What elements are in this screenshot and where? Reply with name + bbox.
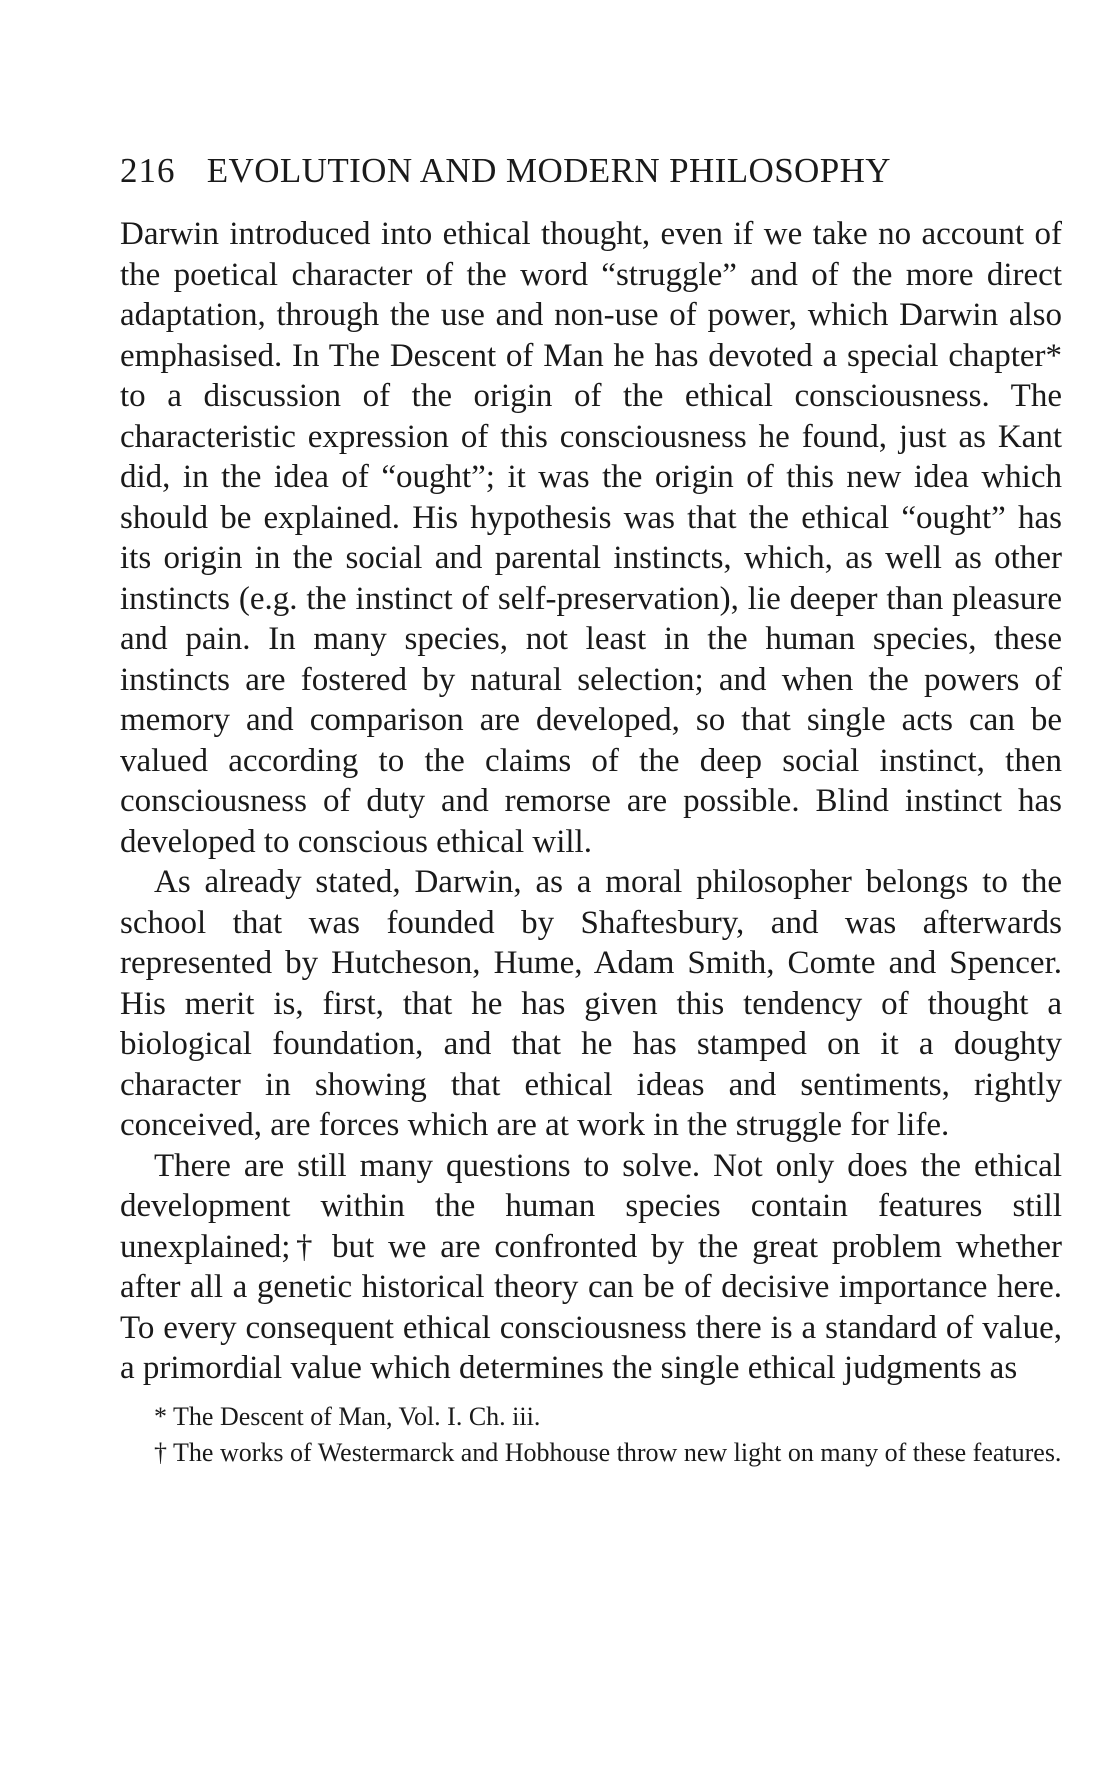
footnotes — [120, 1401, 1062, 1469]
running-title: EVOLUTION AND MODERN PHILOSOPHY — [206, 151, 891, 190]
paragraph: Darwin introduced into ethical thought, even if we take no account of the poetical character of the word “struggle” and of the more direct adaptation, through the use and non-use of power, which Darwin also emphasised. In The Descent of Man he has devoted a special chapter* to a discussion of the origin of the ethical consciousness. The characteristic expression of this consciousness he found, just as Kant did, in the idea of “ought”; it was the origin of this new idea which should be explained. His hypothesis was that the ethical “ought” has its origin in the social and parental instincts, which, as well as other instincts (e.g. the instinct of self-preservation), lie deeper than pleasure and pain. In many species, not least in the human species, these instincts are fostered by natural selection; and when the powers of memory and comparison are developed, so that single acts can be valued according to the claims of the deep social instinct, then consciousness of duty and remorse are possible. Blind instinct has developed to conscious ethical will. — [120, 216, 1062, 860]
paragraph: There are still many questions to solve. Not only does the ethical development within the human species contain features still unexplained;† but we are confronted by the great problem whether after all a genetic historical theory can be of decisive importance here. To every consequent ethical consciousness there is a standard of value, a primordial value which determines the single ethical judgments as — [120, 1147, 1062, 1386]
book-page — [120, 148, 1062, 1473]
footnote: * The Descent of Man, Vol. I. Ch. iii. — [154, 1401, 541, 1431]
body-text — [120, 214, 1062, 1389]
footnote: † The works of Westermarck and Hobhouse throw new light on many of these features. — [154, 1437, 1062, 1467]
running-header — [120, 148, 1062, 194]
page-number: 216 — [120, 151, 176, 190]
paragraph: As already stated, Darwin, as a moral philosopher belongs to the school that was founded by Shaftesbury, and was afterwards represented by Hutcheson, Hume, Adam Smith, Comte and Spencer. His merit is, first, that he has given this tendency of thought a biological foundation, and that he has stamped on it a doughty character in showing that ethical ideas and sentiments, rightly conceived, are forces which are at work in the struggle for life. — [120, 864, 1062, 1143]
